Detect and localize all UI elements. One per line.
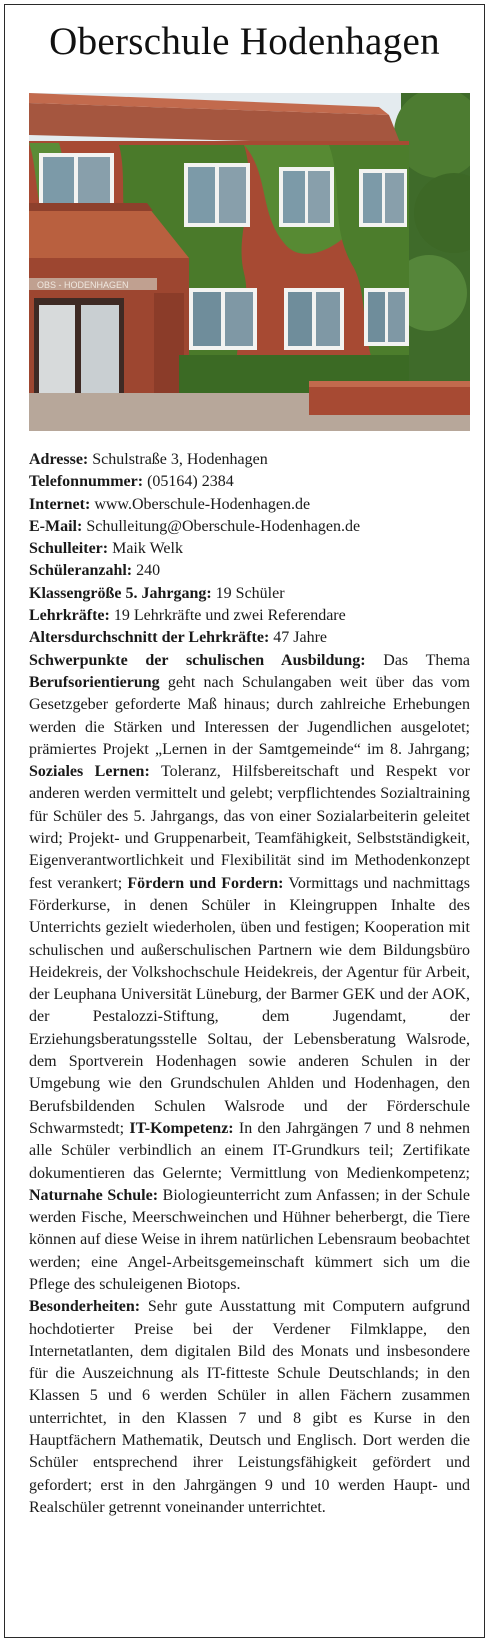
article-frame bbox=[4, 4, 485, 1638]
fact-internet: Internet: www.Oberschule-Hodenhagen.de bbox=[29, 495, 311, 513]
focus-paragraph: Schwerpunkte der schulischen Ausbildung: Das Thema Berufsorientierung geht nach Schulangaben weit über das vom Gesetzgeber geforderte Maß hinaus; durch zahlreiche Erhebungen werden die Stärken und Interessen der Jugendlichen ausgelotet; prämiertes Projekt „Lernen in der Samtgemeinde“ im 8. Jahrgang; Soziales Lernen: Toleranz, Hilfsbereitschaft und Respekt vor anderen werden vermittelt und gelebt; verpflichtendes Sozialtraining für Schüler des 5. Jahrgangs, das von einer Sozialarbeiterin geleitet wird; Projekt- und Gruppenarbeit, Teamfähigkeit, Selbstständigkeit, Eigenverantwortlichkeit und Flexibilität sind im Methodenkonzept fest verankert; Fördern und Fordern: Vormittags und nachmittags Förderkurse, in denen Schüler in Kleingruppen Inhalte des Unterrichts gezielt wiederholen, üben und festigen; Kooperation mit schulischen und außerschulischen Partnern wie dem Bildungsbüro Heidekreis, der Volkshochschule Heidekreis, der Agentur für Arbeit, der Leuphana Universität Lüneburg, der Barmer GEK und der AOK, der Pestalozzi-Stiftung, dem Jugendamt, der Erziehungsberatungsstelle Soltau, der Lebensberatung Walsrode, dem Sportverein Hodenhagen sowie anderen Schulen in der Umgebung wie den Grundschulen Ahlden und Hodenhagen, den Berufsbildenden Schulen Walsrode und der Förderschule Schwarmstedt; IT-Kompetenz: In den Jahrgängen 7 und 8 nehmen alle Schüler verbindlich an einem IT-Grundkurs teil; Zertifikate dokumentieren das Gelernte; Vermittlung von Medienkompetenz; Naturnahe Schule: Biologieunterricht zum Anfassen; in der Schule werden Fische, Meerschweinchen und Hühner beherbergt, die Tiere können auf diese Weise in ihrem natürlichen Lebensraum beobachtet werden; eine Angel-Arbeitsgemeinschaft kümmert sich um die Pflege des schuleigenen Biotops. bbox=[29, 651, 471, 1293]
fact-student-count: Schüleranzahl: 240 bbox=[29, 562, 161, 580]
school-photo bbox=[29, 93, 470, 431]
fact-teacher-age: Altersdurchschnitt der Lehrkräfte: 47 Jahre bbox=[29, 629, 328, 647]
fact-address: Adresse: Schulstraße 3, Hodenhagen bbox=[29, 451, 268, 468]
fact-email: E-Mail: Schulleitung@Oberschule-Hodenhagen.de bbox=[29, 517, 361, 535]
school-sign: OBS - HODENHAGEN bbox=[37, 280, 129, 290]
fact-principal: Schulleiter: Maik Welk bbox=[29, 540, 183, 558]
school-building-image bbox=[29, 93, 470, 431]
fact-teachers: Lehrkräfte: 19 Lehrkräfte und zwei Referendare bbox=[29, 607, 346, 625]
article-title: Oberschule Hodenhagen bbox=[49, 20, 440, 63]
fact-class-size: Klassengröße 5. Jahrgang: 19 Schüler bbox=[29, 584, 285, 602]
fact-phone: Telefonnummer: (05164) 2384 bbox=[29, 473, 234, 491]
article-body bbox=[29, 449, 470, 1519]
special-paragraph: Besonderheiten: Sehr gute Ausstattung mit Computern aufgrund hochdotierter Preise bei der Verdener Filmklappe, den Internetatlanten, dem digitalen Bild des Monats und insbesondere für die Auszeichnung als IT-fitteste Schule Deutschlands; in den Klassen 5 und 6 werden Schüler in allen Fächern zusammen unterrichtet, in den Klassen 7 und 8 gibt es Kurse in den Hauptfächern Mathematik, Deutsch und Englisch. Dort werden die Schüler entsprechend ihrer Leistungsfähigkeit gefördert und gefordert; erst in den Jahrgängen 9 und 10 werden Haupt- und Realschüler getrennt voneinander unterrichtet. bbox=[29, 1298, 470, 1516]
